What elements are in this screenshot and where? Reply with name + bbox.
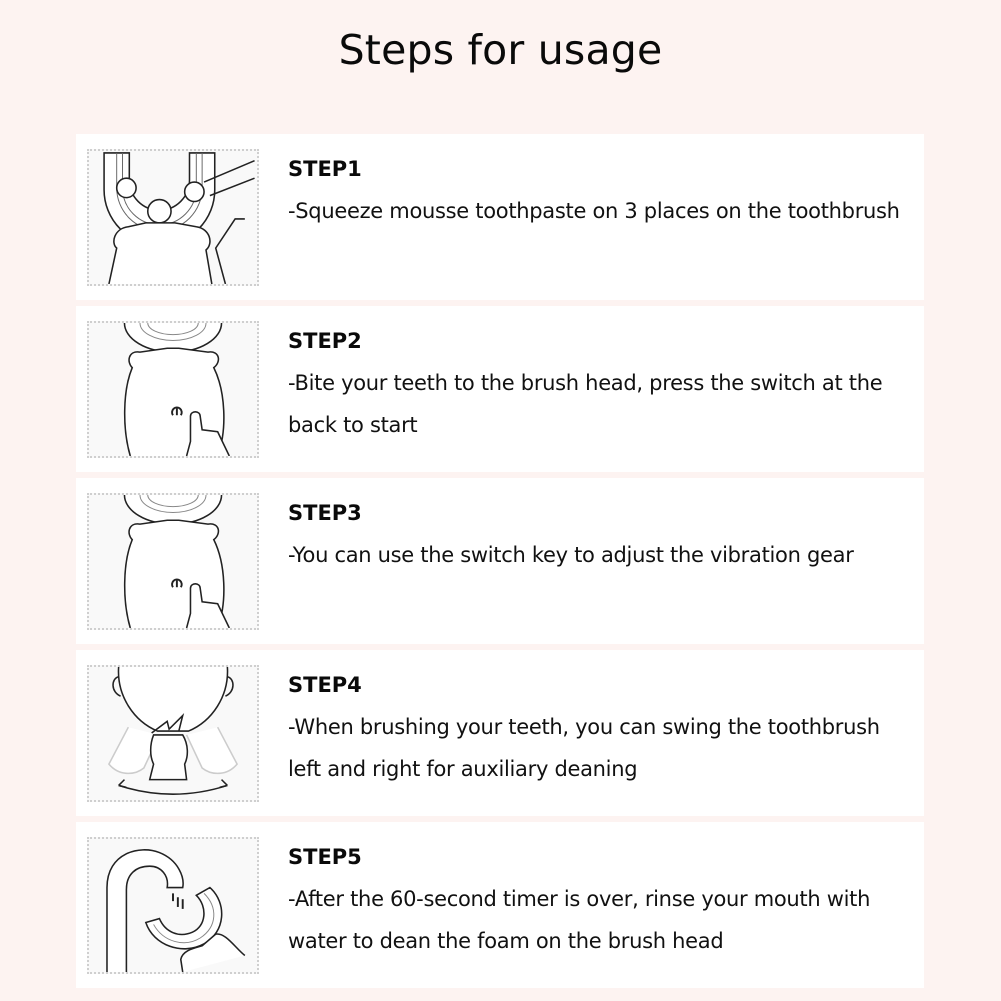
step-card-2 bbox=[76, 306, 924, 472]
step-title: STEP3 bbox=[288, 501, 362, 525]
step-description: -You can use the switch key to adjust the vibration gear bbox=[288, 543, 854, 567]
steps-list bbox=[76, 134, 924, 994]
step-title: STEP1 bbox=[288, 157, 362, 181]
step-description: -After the 60-second timer is over, rinse your mouth with water to dean the foam on the brush head bbox=[288, 887, 871, 953]
step-text-4 bbox=[288, 670, 908, 790]
step-description: -When brushing your teeth, you can swing the toothbrush left and right for auxiliary deaning bbox=[288, 715, 880, 781]
step-text-3 bbox=[288, 498, 908, 576]
step-card-1 bbox=[76, 134, 924, 300]
step-title: STEP4 bbox=[288, 673, 362, 697]
step-title: STEP2 bbox=[288, 329, 362, 353]
finger-pressing-power-button-icon bbox=[87, 493, 259, 630]
step-text-1 bbox=[288, 154, 908, 232]
step-title: STEP5 bbox=[288, 845, 362, 869]
step-card-5 bbox=[76, 822, 924, 988]
step-card-4 bbox=[76, 650, 924, 816]
step-description: -Bite your teeth to the brush head, press the switch at the back to start bbox=[288, 371, 883, 437]
faucet-rinsing-brush-icon bbox=[87, 837, 259, 974]
step-card-3 bbox=[76, 478, 924, 644]
u-shaped-brush-with-toothpaste-icon bbox=[87, 149, 259, 286]
head-swinging-brush-icon bbox=[87, 665, 259, 802]
step-text-2 bbox=[288, 326, 908, 446]
page-title: Steps for usage bbox=[338, 26, 663, 74]
finger-pressing-power-button-icon bbox=[87, 321, 259, 458]
step-description: -Squeeze mousse toothpaste on 3 places on the toothbrush bbox=[288, 199, 900, 223]
step-text-5 bbox=[288, 842, 908, 962]
